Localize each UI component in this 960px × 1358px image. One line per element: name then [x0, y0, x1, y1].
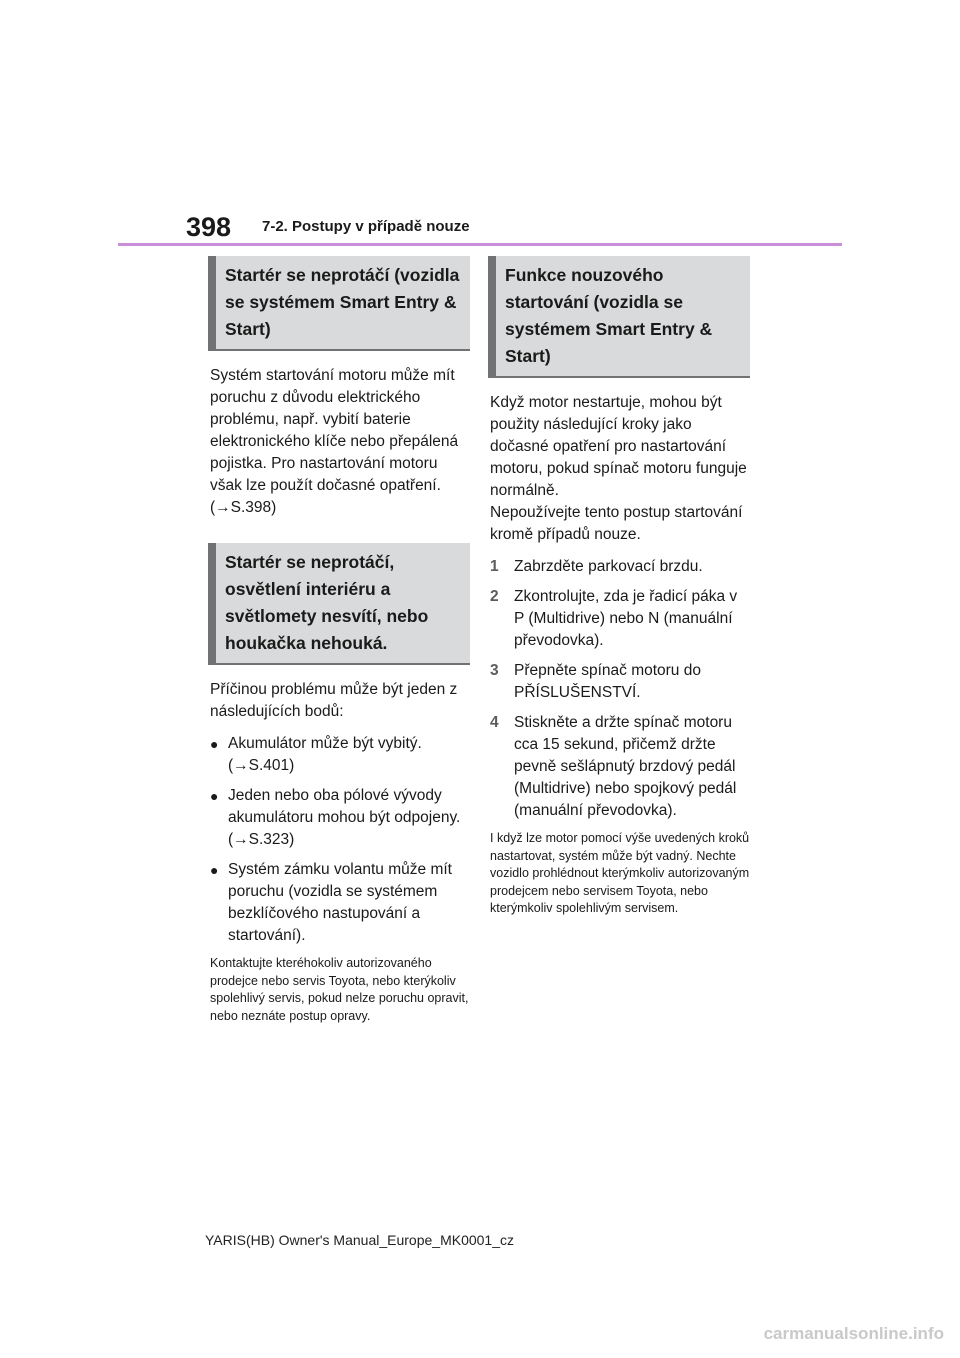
paragraph-possible-causes: Příčinou problému může být jeden z následujících bodů: — [210, 681, 458, 720]
step-number: 1 — [490, 558, 499, 575]
bullet-icon: ● — [210, 862, 219, 878]
step-number: 3 — [490, 662, 499, 679]
heading-starter-not-cranking: Startér se neprotáčí (vozidla se systémem Smart Entry & Start) — [208, 256, 470, 351]
list-item — [210, 785, 470, 851]
paragraph-emergency-intro: Když motor nestartuje, mohou být použity následující kroky jako dočasné opatření pro nastartování motoru, pokud spínač motoru funguje normálně. — [490, 394, 747, 499]
list-item — [210, 733, 470, 777]
paragraph-emergency-warning: Nepoužívejte tento postup startování kromě případů nouze. — [490, 504, 743, 543]
right-column — [488, 256, 750, 918]
step-text: Zabrzděte parkovací brzdu. — [514, 558, 703, 575]
header-divider — [118, 243, 842, 246]
section-title: 7-2. Postupy v případě nouze — [262, 218, 470, 235]
list-item — [210, 859, 470, 947]
bullet-icon: ● — [210, 736, 219, 752]
bullet-icon: ● — [210, 788, 219, 804]
step-text: Přepněte spínač motoru do PŘÍSLUŠENSTVÍ. — [514, 662, 701, 701]
bullet-text: Jeden nebo oba pólové vývody akumulátoru mohou být odpojeny. (→S.323) — [228, 787, 461, 848]
step-item — [490, 556, 750, 578]
watermark: carmanualsonline.info — [763, 1324, 944, 1343]
step-text: Stiskněte a držte spínač motoru cca 15 sekund, přičemž držte pevně sešlápnutý brzdový pedál (Multidrive) nebo spojkový pedál (manuální převodovka). — [514, 714, 737, 819]
heading-no-lights-no-horn: Startér se neprotáčí, osvětlení interiéru a světlomety nesvítí, nebo houkačka nehouká. — [208, 543, 470, 665]
bullet-text: Systém zámku volantu může mít poruchu (vozidla se systémem bezklíčového nastupování a startování). — [228, 861, 452, 944]
step-item — [490, 712, 750, 822]
bullet-text: Akumulátor může být vybitý. (→S.401) — [228, 735, 422, 774]
left-column — [208, 256, 470, 1025]
note-contact-dealer: Kontaktujte kteréhokoliv autorizovaného prodejce nebo servis Toyota, nebo kterýkoliv spolehlivý servis, pokud nelze poruchu opravit, nebo neznáte postup opravy. — [210, 956, 469, 1023]
step-text: Zkontrolujte, zda je řadicí páka v P (Multidrive) nebo N (manuální převodovka). — [514, 588, 738, 649]
step-item — [490, 586, 750, 652]
page-number: 398 — [186, 212, 232, 242]
step-item — [490, 660, 750, 704]
note-system-faulty: I když lze motor pomocí výše uvedených kroků nastartovat, systém může být vadný. Nechte vozidlo prohlédnout kterýmkoliv autorizovaným prodejcem nebo servisem Toyota, nebo kterýmkoliv spolehlivým servisem. — [490, 831, 750, 915]
heading-emergency-start: Funkce nouzového startování (vozidla se systémem Smart Entry & Start) — [488, 256, 750, 378]
paragraph-starter-cause: Systém startování motoru může mít poruchu z důvodu elektrického problému, např. vybití baterie elektronického klíče nebo přepálená pojistka. Pro nastartování motoru však lze použít dočasné opatření. (→S.398) — [210, 367, 459, 516]
step-number: 2 — [490, 588, 499, 605]
step-number: 4 — [490, 714, 499, 731]
footer-manual-id: YARIS(HB) Owner's Manual_Europe_MK0001_cz — [205, 1232, 514, 1248]
